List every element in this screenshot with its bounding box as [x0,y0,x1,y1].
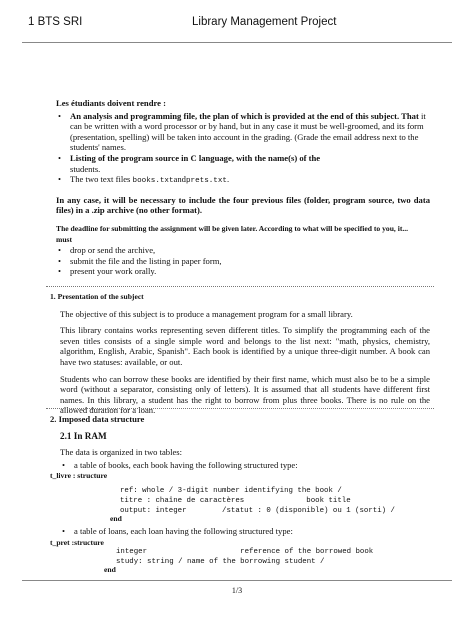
bullet-icon: • [58,110,62,121]
paragraph: Students who can borrow these books are identified by their first name, which must also be to be a simple word (without a separator, consisting only of letters). It is assumed that all students have different first names. In this library, a student has the right to borrow from plus three books. There is no rule on the allowed duration for a loan. [60,373,430,416]
bullet-icon: • [58,245,62,256]
header-title: Library Management Project [192,16,337,28]
file-name: prets.txt [185,177,227,186]
list-item: • a table of books, each book having the following structured type: [62,459,298,470]
books-struct-body [120,486,395,516]
bullet-icon: • [62,526,66,536]
section-title: 1. Presentation of the subject [50,292,144,301]
code-line: titre : chaîne de caractères book title [120,497,351,505]
page-header [22,16,452,34]
bullet-icon: • [58,255,62,266]
bullet-icon: • [58,152,62,163]
code-line: integer reference of the borrowed book [116,548,374,556]
section-divider [46,408,434,409]
code-line: ref: whole / 3-digit number identifying the book / [120,487,342,495]
struct-end: end [104,565,116,574]
file-name: books.txt [132,177,174,186]
loans-block [60,526,430,537]
bullet-icon: • [62,459,66,470]
struct-name: t_livre : structure [50,471,108,481]
list-item: • a table of loans, each loan having the following structured type: [62,526,293,536]
list-item: • The two text files books.txtandprets.txt. [58,174,230,186]
must-label: must [56,234,73,244]
section-data-structure [50,414,430,482]
anycase-paragraph: In any case, it will be necessary to include the four previous files (folder, program source, two data files) in a .zip archive (no other format). [56,194,430,216]
list-item: • present your work orally. [58,266,157,277]
page-number: 1/3 [231,586,243,595]
subsection-title: 2.1 In RAM [60,430,107,441]
struct-end: end [110,514,122,523]
bullet-icon: • [58,266,62,277]
list-item: • An analysis and programming file, the plan of which is provided at the end of this subject. That it can be written with a word processor or by hand, but in any case it must be well-groomed, and its form (presentation, spelling) will be taken into account in the grading. (Grade the email address next to the students' names. [58,110,426,153]
header-class: 1 BTS SRI [28,16,83,28]
struct-name: t_pret :structure [50,538,104,547]
section-title: 2. Imposed data structure [50,414,145,424]
footer-rule [22,580,452,581]
list-item: • submit the file and the listing in paper form, [58,255,222,266]
list-item: • drop or send the archive, [58,245,156,256]
paragraph: This library contains works representing seven different titles. To simplify the programming each of the seven titles consists of a single simple word and belongs to the list next: "math, physics, chemistry, algorithm, English, Arabic, Spanish". Each book is identified by a unique three-digit number. A book can have two statuses: available, or out. [60,325,430,367]
list-item: • Listing of the program source in C language, with the name(s) of the students. [58,152,321,174]
section-divider [46,286,434,287]
bullet-icon: • [58,174,62,185]
paragraph: The objective of this subject is to produce a management program for a small library. [60,308,353,319]
deadline-paragraph: The deadline for submitting the assignment will be given later. According to what will be specified to you, it... [56,223,409,233]
paragraph: The data is organized in two tables: [60,447,183,458]
loans-struct-body [116,547,373,567]
students-heading: Les étudiants doivent rendre : [56,98,166,108]
code-line: output: integer /statut : 0 (disponible) ou 1 (sorti) / [120,507,395,515]
code-line: study: string / name of the borrowing student / [116,558,325,566]
header-rule [22,42,452,43]
section-presentation [50,292,430,416]
students-section [56,98,430,277]
